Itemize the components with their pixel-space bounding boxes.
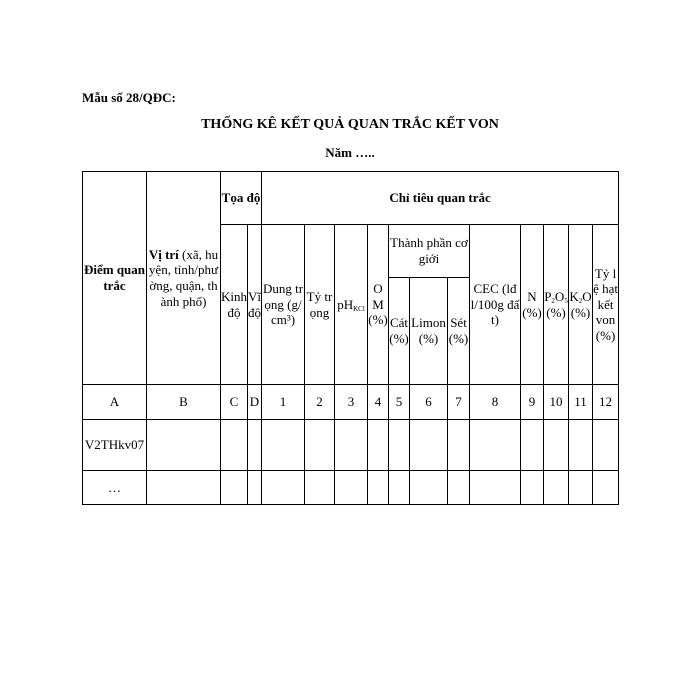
- code-cell: 12: [593, 385, 619, 420]
- empty-cell: [368, 471, 389, 505]
- header-clay: Sét (%): [448, 278, 470, 385]
- empty-cell: [305, 471, 335, 505]
- code-cell: 5: [389, 385, 410, 420]
- empty-cell: [305, 420, 335, 471]
- point-cell: …: [83, 471, 147, 505]
- header-ph: [335, 225, 368, 385]
- empty-cell: [470, 420, 521, 471]
- header-cec: CEC (lđl/100g đất): [470, 225, 521, 385]
- year-label: Năm …..: [325, 145, 375, 160]
- empty-cell: [262, 471, 305, 505]
- code-cell: 1: [262, 385, 305, 420]
- code-cell: 6: [410, 385, 448, 420]
- point-cell: V2THkv07: [83, 420, 147, 471]
- table-row: [83, 471, 619, 505]
- header-location-bold: Vị trí: [148, 246, 179, 262]
- code-cell: 9: [521, 385, 544, 420]
- header-k2o-a: K: [569, 288, 579, 304]
- code-cell: C: [221, 385, 248, 420]
- header-mechanical: Thành phần cơ giới: [389, 225, 470, 278]
- header-coordinates: Tọa độ: [221, 172, 262, 225]
- empty-cell: [593, 471, 619, 505]
- header-p2o5: [544, 225, 569, 385]
- header-ph-sub: KCl: [353, 304, 365, 313]
- header-location: [147, 172, 221, 385]
- header-ph-main: pH: [337, 296, 354, 312]
- empty-cell: [221, 420, 248, 471]
- code-cell: 4: [368, 385, 389, 420]
- header-latitude: Vĩ độ: [248, 225, 262, 385]
- table-row: [83, 420, 619, 471]
- form-number: Mẫu số 28/QĐC:: [82, 90, 176, 105]
- header-p2o5-b: O: [554, 288, 565, 304]
- empty-cell: [544, 420, 569, 471]
- empty-cell: [448, 471, 470, 505]
- empty-cell: [368, 420, 389, 471]
- header-p2o5-sub2: 5: [564, 296, 568, 305]
- empty-cell: [569, 471, 593, 505]
- empty-cell: [389, 420, 410, 471]
- empty-cell: [147, 420, 221, 471]
- empty-cell: [593, 420, 619, 471]
- empty-cell: [221, 471, 248, 505]
- header-p2o5-a: P: [544, 288, 552, 304]
- code-cell: B: [147, 385, 221, 420]
- empty-cell: [335, 420, 368, 471]
- header-indicators: Chỉ tiêu quan trắc: [262, 172, 619, 225]
- header-bulk-density: Dung trọng (g/cm³): [262, 225, 305, 385]
- document-title: THỐNG KÊ KẾT QUẢ QUAN TRẮC KẾT VON: [201, 117, 499, 132]
- empty-cell: [410, 420, 448, 471]
- empty-cell: [389, 471, 410, 505]
- header-ratio: Tỷ lệ hạt kết von (%): [593, 225, 619, 385]
- empty-cell: [147, 471, 221, 505]
- code-cell: 2: [305, 385, 335, 420]
- header-om: OM (%): [368, 225, 389, 385]
- code-cell: 11: [569, 385, 593, 420]
- header-p2o5-sub1: 2: [551, 296, 555, 305]
- empty-cell: [569, 420, 593, 471]
- header-k2o-sub: 2: [578, 296, 583, 305]
- monitoring-results-table: [82, 171, 619, 505]
- code-cell: D: [248, 385, 262, 420]
- header-k2o-b: O(%): [570, 288, 592, 320]
- empty-cell: [544, 471, 569, 505]
- header-p2o5-unit: (%): [546, 304, 566, 320]
- code-cell: A: [83, 385, 147, 420]
- header-k2o: [569, 225, 593, 385]
- empty-cell: [248, 471, 262, 505]
- empty-cell: [521, 420, 544, 471]
- header-location-rest: (xã, huyện, tỉnh/phường, quận, thành phố): [148, 246, 219, 309]
- empty-cell: [470, 471, 521, 505]
- header-sand: Cát (%): [389, 278, 410, 385]
- empty-cell: [248, 420, 262, 471]
- empty-cell: [448, 420, 470, 471]
- header-n: N (%): [521, 225, 544, 385]
- code-cell: 10: [544, 385, 569, 420]
- empty-cell: [335, 471, 368, 505]
- header-specific-gravity: Tỷ trọng: [305, 225, 335, 385]
- code-row: [83, 385, 619, 420]
- header-longitude: Kinh độ: [221, 225, 248, 385]
- header-silt: Limon (%): [410, 278, 448, 385]
- header-point: Điểm quan trắc: [83, 172, 147, 385]
- empty-cell: [521, 471, 544, 505]
- code-cell: 8: [470, 385, 521, 420]
- code-cell: 7: [448, 385, 470, 420]
- empty-cell: [262, 420, 305, 471]
- code-cell: 3: [335, 385, 368, 420]
- empty-cell: [410, 471, 448, 505]
